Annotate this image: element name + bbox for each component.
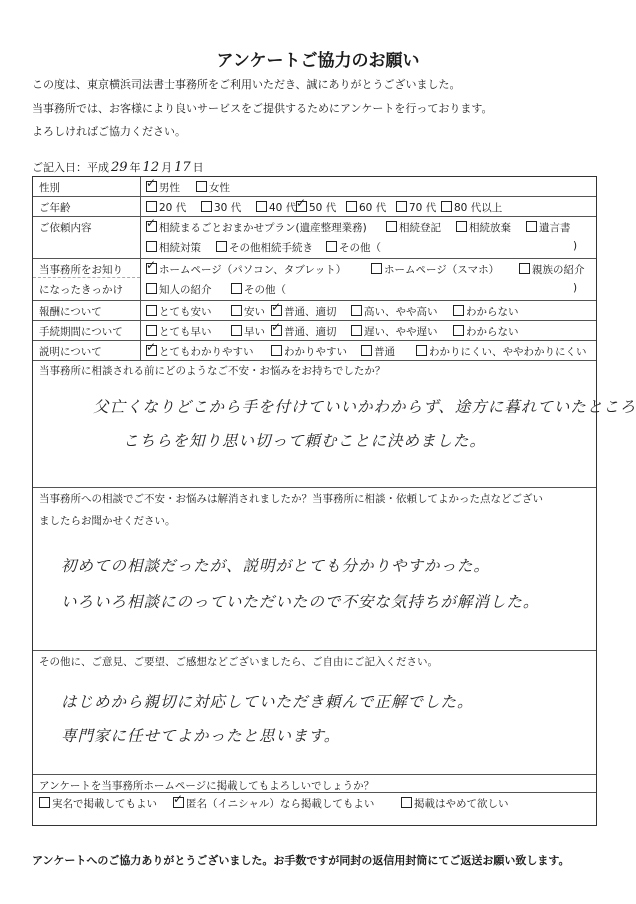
checkbox-period-very-fast[interactable]: [146, 325, 157, 336]
checkbox-registration[interactable]: [386, 221, 397, 232]
q1-question: 当事務所に相談される前にどのようなご不安・お悩みをお持ちでしたか？: [39, 365, 386, 377]
q1-answer-line-1[interactable]: 父亡くなりどこから手を付けていいかわからず、途方に暮れていたところ: [93, 398, 636, 416]
age-option-70[interactable]: 70 代: [396, 200, 436, 215]
date-day-unit: 日: [192, 161, 204, 174]
checkbox-period-normal[interactable]: [271, 325, 282, 336]
date-month-unit: 月: [161, 161, 173, 174]
checkbox-explain-clear[interactable]: [271, 345, 282, 356]
checkbox-homepage-pc[interactable]: [146, 263, 157, 274]
q4-option-decline[interactable]: 掲載はやめて欲しい: [401, 796, 509, 811]
source-label-2: になったきっかけ: [39, 284, 123, 296]
source-label-1: 当事務所をお知り: [39, 264, 123, 276]
request-option-registration[interactable]: 相続登記: [386, 220, 441, 235]
request-other-close: ): [573, 240, 578, 252]
fee-option-high[interactable]: 高い、やや高い: [351, 304, 438, 319]
period-option-slow[interactable]: 遅い、やや遅い: [351, 324, 438, 339]
checkbox-explain-normal[interactable]: [361, 345, 372, 356]
checkbox-anonymous[interactable]: [173, 797, 184, 808]
footer-note: アンケートへのご協力ありがとうございました。お手数ですが同封の返信用封筒にてご返送お願い致します。: [32, 854, 570, 867]
q3-answer-line-2[interactable]: 専門家に任せてよかったと思います。: [61, 727, 341, 745]
date-label: ご記入日：平成: [32, 161, 109, 174]
gender-option-male[interactable]: ✓ 男性: [146, 180, 180, 195]
explain-option-unclear[interactable]: わかりにくい、ややわかりにくい: [416, 344, 587, 359]
checkbox-fee-unknown[interactable]: [453, 305, 464, 316]
period-option-very-fast[interactable]: とても早い: [146, 324, 212, 339]
checkbox-source-other[interactable]: [231, 283, 242, 294]
source-option-homepage-pc[interactable]: ✓ホームページ（パソコン、タブレット）: [146, 262, 346, 277]
checkbox-age-40[interactable]: [256, 201, 267, 212]
checkbox-age-80[interactable]: [441, 201, 452, 212]
checkbox-decline[interactable]: [401, 797, 412, 808]
q2-question-line-1: 当事務所への相談でご不安・お悩みは解消されましたか？当事務所に相談・依頼してよかった点などござい: [39, 493, 543, 505]
checkbox-age-70[interactable]: [396, 201, 407, 212]
checkbox-will[interactable]: [526, 221, 537, 232]
q2-answer-line-2[interactable]: いろいろ相談にのっていただいたので不安な気持ちが解消した。: [61, 593, 540, 611]
explain-option-normal[interactable]: 普通: [361, 344, 395, 359]
age-option-40[interactable]: 40 代: [256, 200, 296, 215]
explain-option-very-clear[interactable]: ✓ とてもわかりやすい: [146, 344, 254, 359]
period-option-normal[interactable]: ✓ 普通、適切: [271, 324, 337, 339]
fee-option-very-cheap[interactable]: とても安い: [146, 304, 212, 319]
fee-option-cheap[interactable]: 安い: [231, 304, 265, 319]
checkbox-request-other[interactable]: [326, 241, 337, 252]
checkbox-homepage-phone[interactable]: [371, 263, 382, 274]
checkbox-full-plan[interactable]: [146, 221, 157, 232]
intro-line-2: 当事務所では、お客様により良いサービスをご提供するためにアンケートを行っております。: [32, 102, 493, 115]
request-option-will[interactable]: 遺言書: [526, 220, 571, 235]
checkbox-fee-very-cheap[interactable]: [146, 305, 157, 316]
q2-question-line-2: ましたらお聞かせください。: [39, 515, 176, 527]
checkbox-explain-unclear[interactable]: [416, 345, 427, 356]
page-title: アンケートご協力のお願い: [216, 51, 420, 71]
checkbox-period-fast[interactable]: [231, 325, 242, 336]
q3-answer-line-1[interactable]: はじめから親切に対応していただき頼んで正解でした。: [61, 693, 474, 711]
request-label: ご依頼内容: [39, 222, 92, 234]
q4-question: アンケートを当事務所ホームページに掲載してもよろしいでしょうか？: [39, 780, 375, 792]
checkbox-planning[interactable]: [146, 241, 157, 252]
q1-answer-line-2[interactable]: こちらを知り思い切って頼むことに決めました。: [123, 432, 487, 450]
checkbox-renunciation[interactable]: [456, 221, 467, 232]
age-option-80[interactable]: 80 代以上: [441, 200, 502, 215]
period-option-fast[interactable]: 早い: [231, 324, 265, 339]
q4-option-real-name[interactable]: 実名で掲載してもよい: [39, 796, 157, 811]
survey-form: [32, 176, 636, 826]
checkbox-relative[interactable]: [519, 263, 530, 274]
source-option-other[interactable]: その他（: [231, 282, 286, 297]
period-label: 手続期間について: [39, 326, 123, 338]
fee-option-unknown[interactable]: わからない: [453, 304, 519, 319]
source-option-acquaintance[interactable]: 知人の紹介: [146, 282, 212, 297]
age-option-60[interactable]: 60 代: [346, 200, 386, 215]
date-year[interactable]: 29: [111, 160, 128, 175]
explain-option-clear[interactable]: わかりやすい: [271, 344, 347, 359]
request-option-planning[interactable]: 相続対策: [146, 240, 201, 255]
checkbox-period-slow[interactable]: [351, 325, 362, 336]
age-label: ご年齢: [39, 202, 71, 214]
checkbox-age-20[interactable]: [146, 201, 157, 212]
gender-label: 性別: [39, 182, 60, 194]
age-option-30[interactable]: 30 代: [201, 200, 241, 215]
request-option-full-plan[interactable]: ✓ 相続まるごとおまかせプラン(遺産整理業務): [146, 220, 367, 235]
fee-option-normal[interactable]: ✓ 普通、適切: [271, 304, 337, 319]
checkbox-fee-high[interactable]: [351, 305, 362, 316]
date-day[interactable]: 17: [174, 160, 191, 175]
gender-option-female[interactable]: 女性: [196, 180, 230, 195]
age-option-20[interactable]: 20 代: [146, 200, 186, 215]
checkbox-male[interactable]: [146, 181, 157, 192]
checkbox-female[interactable]: [196, 181, 207, 192]
q2-answer-line-1[interactable]: 初めての相談だったが、説明がとても分かりやすかった。: [61, 557, 491, 575]
request-option-other-procedures[interactable]: その他相続手続き: [216, 240, 313, 255]
source-other-close: ): [573, 282, 578, 294]
fee-label: 報酬について: [39, 306, 102, 318]
checkbox-real-name[interactable]: [39, 797, 50, 808]
age-option-50[interactable]: ✓ 50 代: [296, 200, 336, 215]
checkbox-age-30[interactable]: [201, 201, 212, 212]
checkbox-period-unknown[interactable]: [453, 325, 464, 336]
date-month[interactable]: 12: [142, 160, 160, 175]
date-year-unit: 年: [129, 161, 141, 174]
intro-line-3: よろしければご協力ください。: [32, 125, 186, 138]
checkbox-fee-normal[interactable]: [271, 305, 282, 316]
period-option-unknown[interactable]: わからない: [453, 324, 519, 339]
request-option-renunciation[interactable]: 相続放棄: [456, 220, 511, 235]
q3-question: その他に、ご意見、ご要望、ご感想などございましたら、ご自由にご記入ください。: [39, 656, 438, 668]
q4-option-anonymous[interactable]: ✓ 匿名（イニシャル）なら掲載してもよい: [173, 796, 374, 811]
intro-line-1: この度は、東京横浜司法書士事務所をご利用いただき、誠にありがとうございました。: [32, 78, 461, 91]
explain-label: 説明について: [39, 346, 102, 358]
source-option-homepage-phone[interactable]: ホームページ（スマホ）: [371, 262, 499, 277]
checkbox-age-50[interactable]: [296, 201, 307, 212]
checkbox-acquaintance[interactable]: [146, 283, 157, 294]
checkbox-other-procedures[interactable]: [216, 241, 227, 252]
checkbox-fee-cheap[interactable]: [231, 305, 242, 316]
date-line: [32, 159, 204, 175]
checkbox-age-60[interactable]: [346, 201, 357, 212]
checkbox-explain-very-clear[interactable]: [146, 345, 157, 356]
request-option-other[interactable]: その他（: [326, 240, 381, 255]
source-option-relative[interactable]: 親族の紹介: [519, 262, 585, 277]
